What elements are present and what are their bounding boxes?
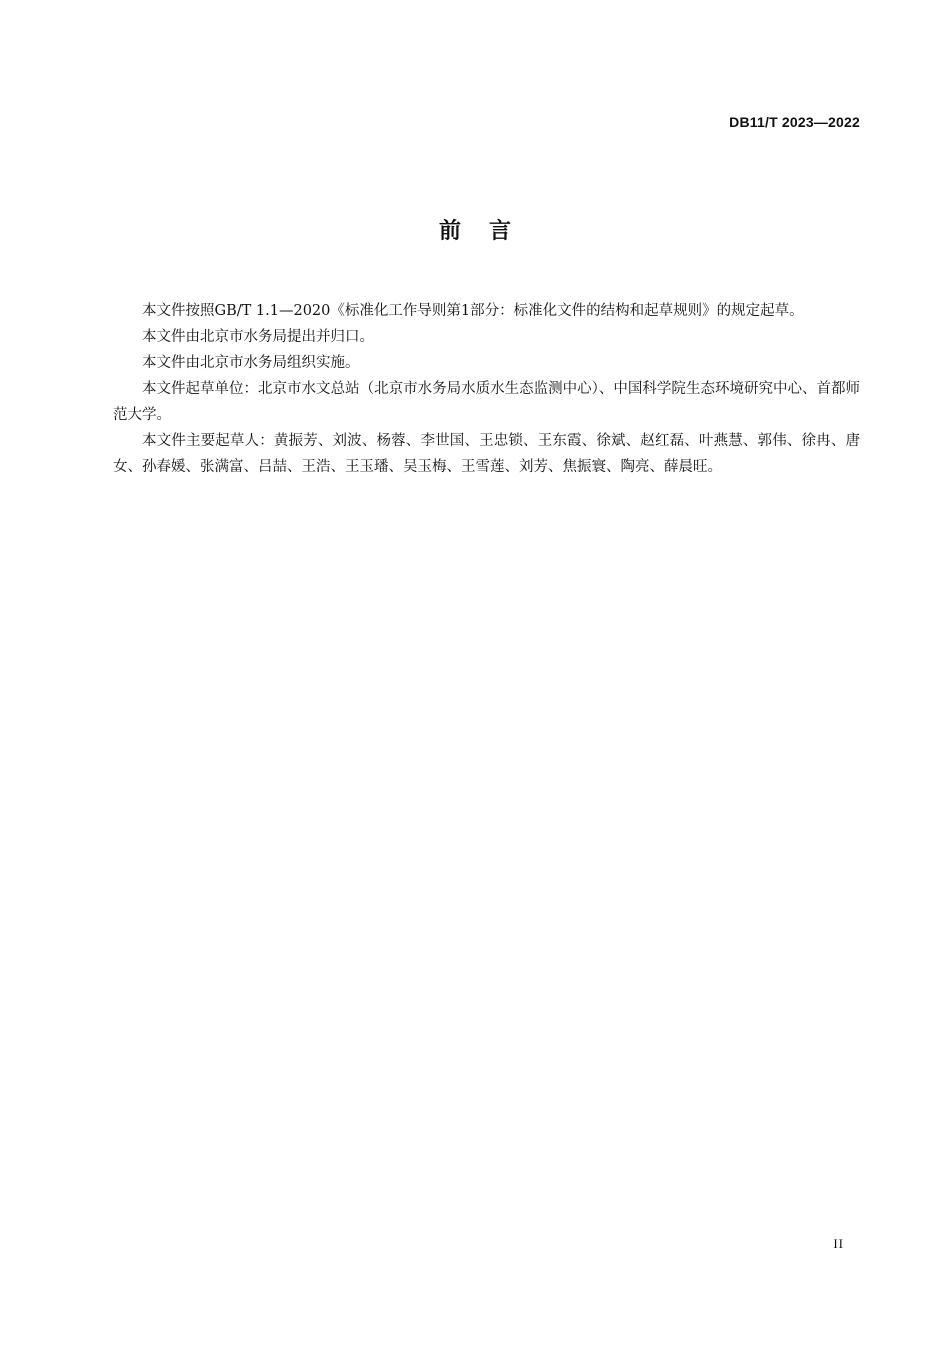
paragraph-drafting-units: 本文件起草单位：北京市水文总站（北京市水务局水质水生态监测中心）、中国科学院生态环境研究中心、首都师范大学。 bbox=[113, 381, 860, 423]
paragraph-main-drafters: 本文件主要起草人：黄振芳、刘波、杨蓉、李世国、王忠锁、王东霞、徐斌、赵红磊、叶燕慧、郭伟、徐冉、唐女、孙春媛、张满富、吕喆、王浩、王玉璠、吴玉梅、王雪莲、刘芳、焦振寰、陶亮、薛晨旺。 bbox=[113, 433, 860, 475]
foreword-content bbox=[113, 298, 860, 480]
paragraph-proposed-by: 本文件由北京市水务局提出并归口。 bbox=[142, 329, 374, 345]
page-number: II bbox=[833, 1236, 844, 1251]
paragraph-drafting-rules: 本文件按照GB/T 1.1—2020《标准化工作导则第1部分：标准化文件的结构和起草规则》的规定起草。 bbox=[142, 303, 804, 319]
page-title: 前言 bbox=[438, 219, 539, 244]
document-code: DB11/T 2023—2022 bbox=[729, 114, 860, 130]
paragraph-organized-by: 本文件由北京市水务局组织实施。 bbox=[142, 355, 360, 371]
